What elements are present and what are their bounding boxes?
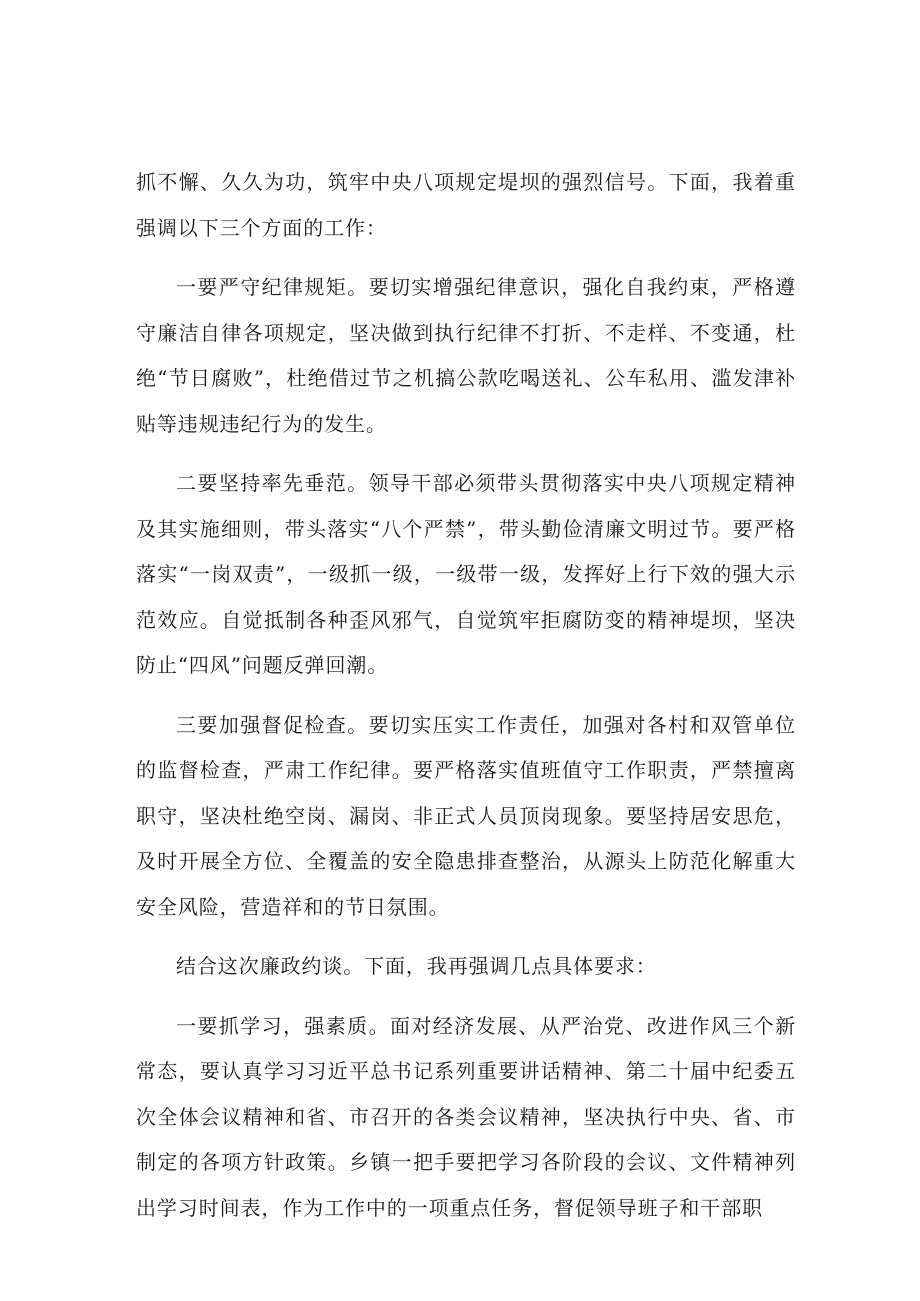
paragraph-continuation: 抓不懈、久久为功，筑牢中央八项规定堤坝的强烈信号。下面，我着重强调以下三个方面的工作： bbox=[136, 170, 796, 240]
document-body bbox=[136, 160, 796, 1245]
paragraph-lead-by-example: 二要坚持率先垂范。领导干部必须带头贯彻落实中央八项规定精神及其实施细则，带头落实“八个严禁”，带头勤俭清廉文明过节。要严格落实“一岗双责”，一级抓一级，一级带一级，发挥好上行下效的强大示范效应。自觉抵制各种歪风邪气，自觉筑牢拒腐防变的精神堤坝，坚决防止“四风”问题反弹回潮。 bbox=[136, 471, 796, 677]
paragraph-study: 一要抓学习，强素质。面对经济发展、从严治党、改进作风三个新常态，要认真学习习近平总书记系列重要讲话精神、第二十届中纪委五次全体会议精神和省、市召开的各类会议精神，坚决执行中央、省、市制定的各项方针政策。乡镇一把手要把学习各阶段的会议、文件精神列出学习时间表，作为工作中的一项重点任务，督促领导班子和干部职 bbox=[136, 1013, 796, 1220]
paragraph-interview-intro: 结合这次廉政约谈。下面，我再强调几点具体要求： bbox=[176, 954, 657, 978]
paragraph-discipline: 一要严守纪律规矩。要切实增强纪律意识，强化自我约束，严格遵守廉洁自律各项规定，坚决做到执行纪律不打折、不走样、不变通，杜绝“节日腐败”，杜绝借过节之机搞公款吃喝送礼、公车私用、滥发津补贴等违规违纪行为的发生。 bbox=[136, 275, 796, 436]
paragraph-supervision: 三要加强督促检查。要切实压实工作责任，加强对各村和双管单位的监督检查，严肃工作纪律。要严格落实值班值守工作职责，严禁擅离职守，坚决杜绝空岗、漏岗、非正式人员顶岗现象。要坚持居安思危，及时开展全方位、全覆盖的安全隐患排查整治，从源头上防范化解重大安全风险，营造祥和的节日氛围。 bbox=[136, 712, 796, 919]
